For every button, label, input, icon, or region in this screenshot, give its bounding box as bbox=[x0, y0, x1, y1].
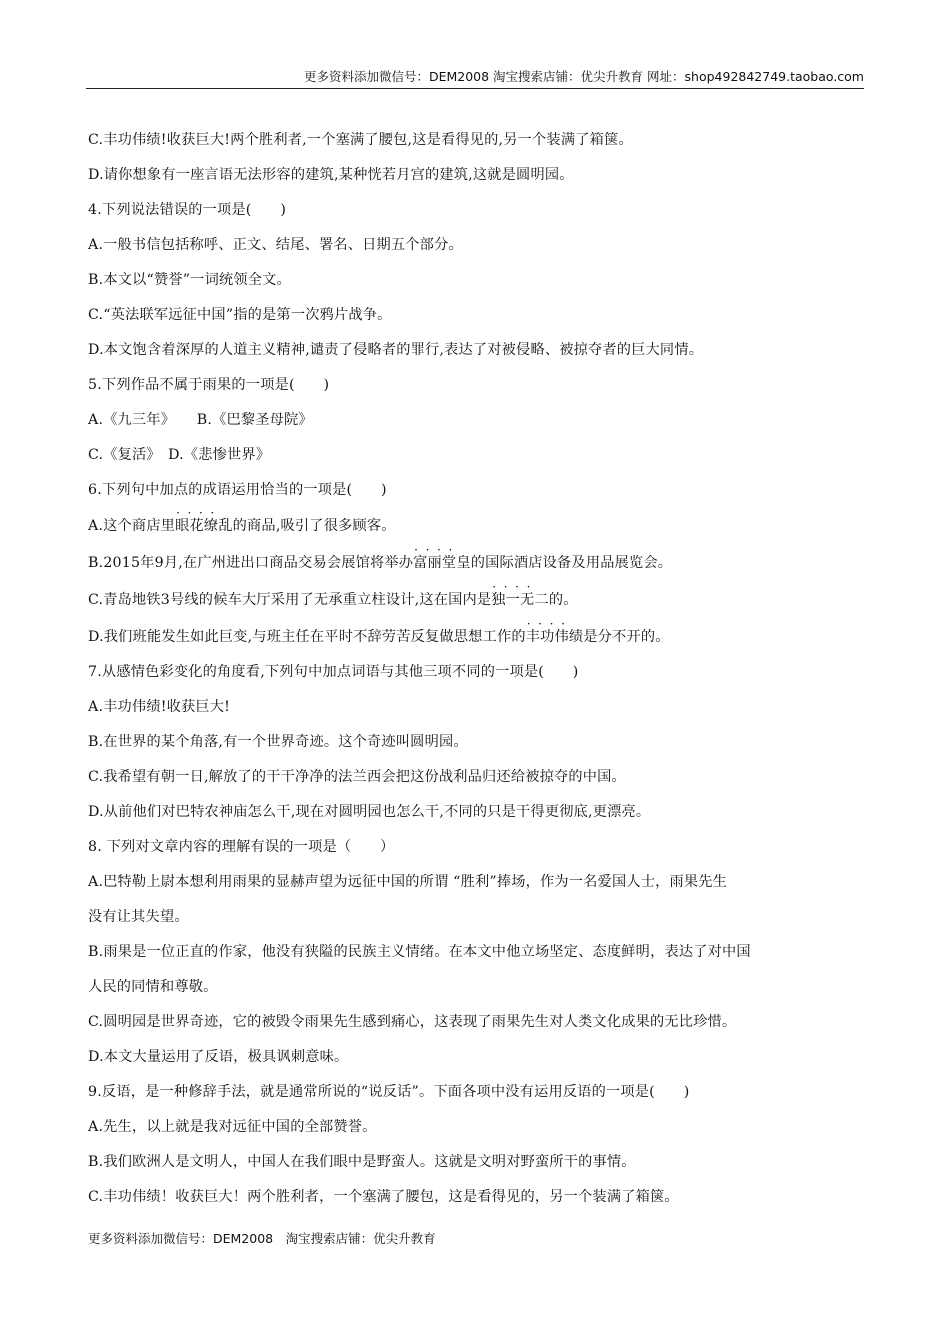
question-7: 7.从感情色彩变化的角度看,下列句中加点词语与其他三项不同的一项是( ) bbox=[88, 664, 579, 680]
option-line bbox=[88, 551, 672, 575]
text-line: A.《九三年》 B.《巴黎圣母院》 bbox=[88, 412, 313, 428]
dotted-idiom: · · 眼花缭乱 bbox=[175, 514, 233, 538]
option-line bbox=[88, 514, 396, 538]
dotted-idiom: · · 富丽堂皇 bbox=[413, 551, 471, 575]
text-line: C.丰功伟绩!收获巨大!两个胜利者,一个塞满了腰包,这是看得见的,另一个装满了箱箧。 bbox=[88, 132, 633, 148]
text-line: D.本文饱含着深厚的人道主义精神,谴责了侵略者的罪行,表达了对被侵略、被掠夺者的巨大同情。 bbox=[88, 342, 704, 358]
text-line: D.请你想象有一座言语无法形容的建筑,某种恍若月宫的建筑,这就是圆明园。 bbox=[88, 167, 574, 183]
page-header: 更多资料添加微信号：DEM2008 淘宝搜索店铺：优尖升教育 网址：shop492842749.taobao.com bbox=[303, 69, 864, 84]
text-line: C.丰功伟绩！收获巨大！两个胜利者，一个塞满了腰包，这是看得见的，另一个装满了箱箧。 bbox=[88, 1189, 679, 1205]
option-line bbox=[88, 625, 670, 649]
text-line: A.丰功伟绩!收获巨大! bbox=[88, 699, 231, 715]
text-line: C.我希望有朝一日,解放了的干干净净的法兰西会把这份战利品归还给被掠夺的中国。 bbox=[88, 769, 626, 785]
text-line: D.本文大量运用了反语，极具讽刺意味。 bbox=[88, 1049, 349, 1065]
text-line: A.一般书信包括称呼、正文、结尾、署名、日期五个部分。 bbox=[88, 237, 463, 253]
question-9: 9.反语，是一种修辞手法，就是通常所说的“说反话”。下面各项中没有运用反语的一项是( ) bbox=[88, 1084, 690, 1100]
text-line: C.圆明园是世界奇迹，它的被毁令雨果先生感到痛心，这表现了雨果先生对人类文化成果的无比珍惜。 bbox=[88, 1014, 737, 1030]
option-text: 的商品,吸引了很多顾客。 bbox=[232, 518, 396, 534]
header-divider bbox=[86, 88, 864, 89]
question-8: 8. 下列对文章内容的理解有误的一项是（ ） bbox=[88, 839, 395, 855]
question-6: 6.下列句中加点的成语运用恰当的一项是( ) bbox=[88, 482, 387, 498]
text-line: 没有让其失望。 bbox=[88, 909, 189, 925]
text-line: A.巴特勒上尉本想利用雨果的显赫声望为远征中国的所谓 “胜利”捧场，作为一名爱国人士，雨果先生 bbox=[88, 874, 728, 890]
option-text: B.2015年9月,在广州进出口商品交易会展馆将举办 bbox=[88, 555, 414, 571]
text-line: B.在世界的某个角落,有一个世界奇迹。这个奇迹叫圆明园。 bbox=[88, 734, 468, 750]
option-text: A.这个商店里 bbox=[88, 518, 176, 534]
option-text: 是分不开的。 bbox=[583, 629, 670, 645]
text-line: B.我们欧洲人是文明人，中国人在我们眼中是野蛮人。这就是文明对野蛮所干的事情。 bbox=[88, 1154, 636, 1170]
question-4: 4.下列说法错误的一项是( ) bbox=[88, 202, 287, 218]
option-text: 的国际酒店设备及用品展览会。 bbox=[470, 555, 673, 571]
option-text: D.我们班能发生如此巨变,与班主任在平时不辞劳苦反复做思想工作的 bbox=[88, 629, 526, 645]
question-5: 5.下列作品不属于雨果的一项是( ) bbox=[88, 377, 330, 393]
text-line: B.本文以“赞誉”一词统领全文。 bbox=[88, 272, 291, 288]
text-line: A.先生，以上就是我对远征中国的全部赞誉。 bbox=[88, 1119, 377, 1135]
text-line: B.雨果是一位正直的作家，他没有狭隘的民族主义情绪。在本文中他立场坚定、态度鲜明，表达了对中国 bbox=[88, 944, 751, 960]
text-line: D.从前他们对巴特农神庙怎么干,现在对圆明园也怎么干,不同的只是干得更彻底,更漂亮。 bbox=[88, 804, 651, 820]
option-text: 的。 bbox=[548, 592, 578, 608]
text-line: C.《复活》 D.《悲惨世界》 bbox=[88, 447, 271, 463]
option-text: C.青岛地铁3号线的候车大厅采用了无承重立柱设计,这在国内是 bbox=[88, 592, 492, 608]
text-line: C.“英法联军远征中国”指的是第一次鸦片战争。 bbox=[88, 307, 392, 323]
option-line bbox=[88, 588, 578, 612]
page-footer: 更多资料添加微信号：DEM2008 淘宝搜索店铺：优尖升教育 bbox=[88, 1231, 436, 1246]
text-line: 人民的同情和尊敬。 bbox=[88, 979, 218, 995]
dotted-idiom: · · 独一无二 bbox=[491, 588, 549, 612]
dotted-idiom: · · 丰功伟绩 bbox=[526, 625, 584, 649]
